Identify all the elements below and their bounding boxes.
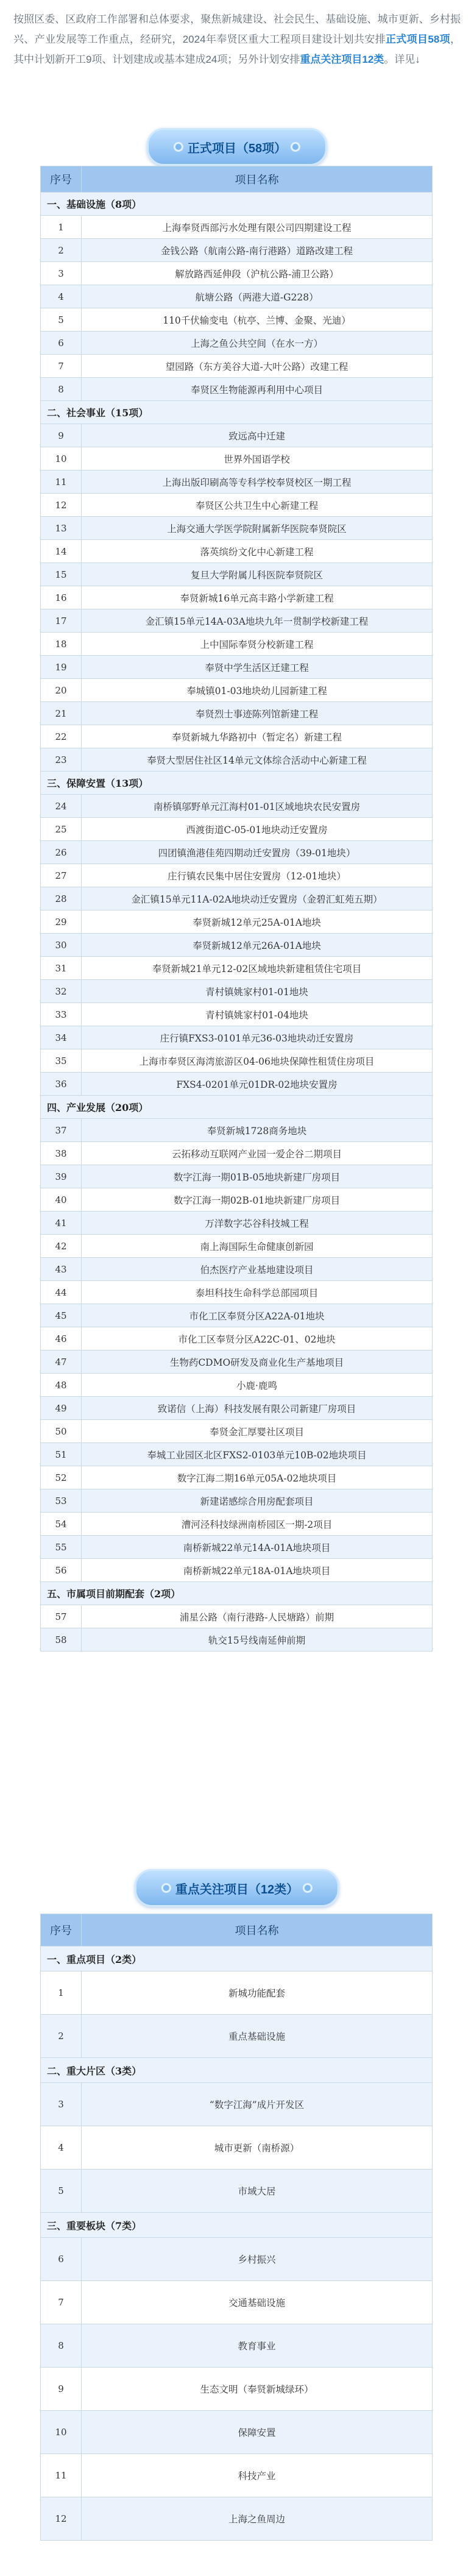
- project-name: 奉贤大型居住社区14单元文体综合活动中心新建工程: [82, 748, 433, 772]
- project-name: 南桥新城22单元14A-01A地块项目: [82, 1536, 433, 1559]
- project-name: 奉贤烈士事迹陈列馆新建工程: [82, 702, 433, 725]
- project-name: 上海之鱼周边: [82, 2497, 433, 2541]
- project-name: 航塘公路（两港大道-G228）: [82, 285, 433, 308]
- row-number: 2: [41, 239, 82, 262]
- table-row: [41, 818, 433, 841]
- section-title: 一、基础设施（8项）: [41, 193, 433, 216]
- table-row: [41, 2411, 433, 2454]
- intro-paragraph: [13, 9, 461, 69]
- row-number: 5: [41, 308, 82, 332]
- table-row: [41, 1049, 433, 1073]
- table-row: [41, 378, 433, 401]
- row-number: 36: [41, 1073, 82, 1096]
- row-number: 18: [41, 633, 82, 656]
- project-name: 数字江海一期02B-01地块新建厂房项目: [82, 1188, 433, 1212]
- project-name: 庄行镇农民集中居住安置房（12-01地块）: [82, 864, 433, 887]
- row-number: 23: [41, 748, 82, 772]
- row-number: 14: [41, 540, 82, 563]
- table-row: [41, 1350, 433, 1374]
- table-row: [41, 1397, 433, 1420]
- table-row: [41, 1073, 433, 1096]
- project-name: 云拓移动互联网产业园一爱企谷二期项目: [82, 1142, 433, 1165]
- focus-table-body: [41, 1946, 433, 2541]
- table-row: [41, 2454, 433, 2497]
- row-number: 1: [41, 216, 82, 239]
- table-row: [41, 980, 433, 1003]
- row-number: 3: [41, 2083, 82, 2126]
- table-row: [41, 633, 433, 656]
- project-name: 复旦大学附属儿科医院奉贤院区: [82, 563, 433, 586]
- table-row: [41, 1628, 433, 1652]
- project-name: 漕河泾科技绿洲南桥园区一期-2项目: [82, 1513, 433, 1536]
- project-name: 奉贤区生物能源再利用中心项目: [82, 378, 433, 401]
- table-row: [41, 239, 433, 262]
- table-row: [41, 517, 433, 540]
- table-row: [41, 2015, 433, 2058]
- row-number: 5: [41, 2170, 82, 2213]
- section-header-row: [41, 193, 433, 216]
- project-name: 重点基础设施: [82, 2015, 433, 2058]
- project-name: 浦星公路（南行港路-人民塘路）前期: [82, 1605, 433, 1628]
- focus-badge-label: 重点关注项目（12类）: [175, 1882, 299, 1897]
- intro-highlight-formal: 正式项目58项: [385, 34, 450, 45]
- col-header-name: 项目名称: [82, 1914, 433, 1946]
- row-number: 24: [41, 795, 82, 818]
- section-title: 四、产业发展（20项）: [41, 1096, 433, 1119]
- section-title: 三、保障安置（13项）: [41, 772, 433, 795]
- table-row: [41, 563, 433, 586]
- focus-projects-table: [40, 1914, 433, 2541]
- project-name: 伯杰医疗产业基地建设项目: [82, 1258, 433, 1281]
- project-name: 新城功能配套: [82, 1971, 433, 2015]
- project-name: 上海之鱼公共空间（在水一方）: [82, 332, 433, 355]
- project-name: “数字江海”成片开发区: [82, 2083, 433, 2126]
- row-number: 37: [41, 1119, 82, 1142]
- project-name: 青村镇姚家村01-04地块: [82, 1003, 433, 1026]
- table-row: [41, 609, 433, 633]
- table-row: [41, 1327, 433, 1350]
- table-row: [41, 216, 433, 239]
- project-name: 教育事业: [82, 2324, 433, 2368]
- focus-projects-badge: [135, 1869, 339, 1907]
- row-number: 42: [41, 1235, 82, 1258]
- badge-dot-icon: [292, 144, 299, 150]
- project-name: 上海交通大学医学院附属新华医院奉贤院区: [82, 517, 433, 540]
- row-number: 31: [41, 957, 82, 980]
- formal-badge-label: 正式项目（58项）: [187, 141, 287, 155]
- col-header-no: 序号: [41, 166, 82, 193]
- row-number: 6: [41, 332, 82, 355]
- row-number: 27: [41, 864, 82, 887]
- table-row: [41, 841, 433, 864]
- row-number: 28: [41, 887, 82, 910]
- col-header-name: 项目名称: [82, 166, 433, 193]
- row-number: 41: [41, 1212, 82, 1235]
- row-number: 10: [41, 2411, 82, 2454]
- project-name: 奉贤金汇厚婴社区项目: [82, 1420, 433, 1443]
- table-row: [41, 1142, 433, 1165]
- table-row: [41, 2368, 433, 2411]
- table-row: [41, 656, 433, 679]
- table-row: [41, 424, 433, 447]
- row-number: 7: [41, 355, 82, 378]
- project-name: 落英缤纷文化中心新建工程: [82, 540, 433, 563]
- project-name: 上海市奉贤区海湾旅游区04-06地块保障性租赁住房项目: [82, 1049, 433, 1073]
- formal-table-body: [41, 193, 433, 1652]
- project-name: 生物药CDMO研发及商业化生产基地项目: [82, 1350, 433, 1374]
- row-number: 39: [41, 1165, 82, 1188]
- table-row: [41, 679, 433, 702]
- table-row: [41, 308, 433, 332]
- row-number: 56: [41, 1559, 82, 1582]
- row-number: 54: [41, 1513, 82, 1536]
- row-number: 35: [41, 1049, 82, 1073]
- table-row: [41, 2497, 433, 2541]
- project-name: 南桥新城22单元18A-01A地块项目: [82, 1559, 433, 1582]
- row-number: 2: [41, 2015, 82, 2058]
- table-row: [41, 470, 433, 494]
- row-number: 49: [41, 1397, 82, 1420]
- row-number: 43: [41, 1258, 82, 1281]
- project-name: 上中国际奉贤分校新建工程: [82, 633, 433, 656]
- project-name: 奉城工业园区北区FXS2-0103单元10B-02地块项目: [82, 1443, 433, 1466]
- table-row: [41, 1513, 433, 1536]
- table-row: [41, 1026, 433, 1049]
- table-row: [41, 2324, 433, 2368]
- section-header-row: [41, 2213, 433, 2238]
- project-name: 奉贤新城16单元高丰路小学新建工程: [82, 586, 433, 609]
- row-number: 57: [41, 1605, 82, 1628]
- formal-projects-table: [40, 166, 433, 1652]
- table-row: [41, 1466, 433, 1489]
- table-row: [41, 795, 433, 818]
- formal-projects-badge: [147, 128, 327, 166]
- table-row: [41, 2126, 433, 2170]
- row-number: 11: [41, 2454, 82, 2497]
- project-name: 世界外国语学校: [82, 447, 433, 470]
- table-row: [41, 1258, 433, 1281]
- project-name: 上海出版印刷高等专科学校奉贤校区一期工程: [82, 470, 433, 494]
- project-name: 致远高中迁建: [82, 424, 433, 447]
- section-header-row: [41, 772, 433, 795]
- row-number: 12: [41, 2497, 82, 2541]
- row-number: 47: [41, 1350, 82, 1374]
- table-row: [41, 447, 433, 470]
- table-row: [41, 2083, 433, 2126]
- table-row: [41, 332, 433, 355]
- table-row: [41, 1188, 433, 1212]
- project-name: 奉贤新城12单元26A-01A地块: [82, 934, 433, 957]
- row-number: 20: [41, 679, 82, 702]
- section-title: 一、重点项目（2类）: [41, 1946, 433, 1971]
- row-number: 25: [41, 818, 82, 841]
- project-name: 西渡街道C-05-01地块动迁安置房: [82, 818, 433, 841]
- row-number: 55: [41, 1536, 82, 1559]
- table-row: [41, 540, 433, 563]
- section-title: 二、重大片区（3类）: [41, 2058, 433, 2083]
- table-row: [41, 934, 433, 957]
- table-row: [41, 1235, 433, 1258]
- table-row: [41, 494, 433, 517]
- table-row: [41, 1489, 433, 1513]
- row-number: 50: [41, 1420, 82, 1443]
- project-name: 数字江海二期16单元05A-02地块项目: [82, 1466, 433, 1489]
- row-number: 1: [41, 1971, 82, 2015]
- row-number: 51: [41, 1443, 82, 1466]
- row-number: 58: [41, 1628, 82, 1652]
- section-header-row: [41, 2058, 433, 2083]
- project-name: 保障安置: [82, 2411, 433, 2454]
- table-row: [41, 1281, 433, 1304]
- table-row: [41, 2281, 433, 2324]
- section-header-row: [41, 1946, 433, 1971]
- row-number: 9: [41, 2368, 82, 2411]
- row-number: 16: [41, 586, 82, 609]
- project-name: 市化工区奉贤分区A22A-01地块: [82, 1304, 433, 1327]
- table-row: [41, 1971, 433, 2015]
- row-number: 33: [41, 1003, 82, 1026]
- table-row: [41, 1304, 433, 1327]
- project-name: 小鹿·鹿鸣: [82, 1374, 433, 1397]
- project-name: 生态文明（奉贤新城绿环）: [82, 2368, 433, 2411]
- table-row: [41, 262, 433, 285]
- row-number: 10: [41, 447, 82, 470]
- project-name: 110千伏输变电（杭亭、兰博、金聚、光迪）: [82, 308, 433, 332]
- project-name: 奉贤新城12单元25A-01A地块: [82, 910, 433, 934]
- row-number: 11: [41, 470, 82, 494]
- row-number: 13: [41, 517, 82, 540]
- row-number: 4: [41, 2126, 82, 2170]
- project-name: 泰坦科技生命科学总部园项目: [82, 1281, 433, 1304]
- intro-highlight-focus: 重点关注项目12类: [300, 54, 384, 65]
- table-row: [41, 2170, 433, 2213]
- table-row: [41, 1165, 433, 1188]
- project-name: 交通基础设施: [82, 2281, 433, 2324]
- table-row: [41, 285, 433, 308]
- project-name: 金汇镇15单元14A-03A地块九年一贯制学校新建工程: [82, 609, 433, 633]
- row-number: 15: [41, 563, 82, 586]
- project-name: 奉贤中学生活区迁建工程: [82, 656, 433, 679]
- project-name: 科技产业: [82, 2454, 433, 2497]
- row-number: 44: [41, 1281, 82, 1304]
- table-row: [41, 1605, 433, 1628]
- project-name: 金汇镇15单元11A-02A地块动迁安置房（金碧汇虹苑五期）: [82, 887, 433, 910]
- project-name: 市化工区奉贤分区A22C-01、02地块: [82, 1327, 433, 1350]
- project-name: 金钱公路（航南公路-南行港路）道路改建工程: [82, 239, 433, 262]
- project-name: 新建诺感综合用房配套项目: [82, 1489, 433, 1513]
- table-row: [41, 725, 433, 748]
- table-row: [41, 2238, 433, 2281]
- project-name: 青村镇姚家村01-01地块: [82, 980, 433, 1003]
- project-name: 致诺信（上海）科技发展有限公司新建厂房项目: [82, 1397, 433, 1420]
- row-number: 21: [41, 702, 82, 725]
- table-row: [41, 1119, 433, 1142]
- project-name: 奉贤新城九华路初中（暂定名）新建工程: [82, 725, 433, 748]
- badge-dot-icon: [163, 1885, 169, 1891]
- project-name: FXS4-0201单元01DR-02地块安置房: [82, 1073, 433, 1096]
- project-name: 乡村振兴: [82, 2238, 433, 2281]
- intro-text-c: 。详见↓: [384, 54, 420, 65]
- intro-text-a: 按照区委、区政府工作部署和总体要求，聚焦新城建设、社会民生、基础设施、城市更新、乡村振兴、产业发展等工作重点，经研究，2024年奉贤区重大工程项目建设计划共安排: [13, 13, 461, 45]
- project-name: 南桥镇邬野单元江海村01-01区域地块农民安置房: [82, 795, 433, 818]
- project-name: 望园路（东方美谷大道-大叶公路）改建工程: [82, 355, 433, 378]
- table-row: [41, 1443, 433, 1466]
- section-title: 三、重要板块（7类）: [41, 2213, 433, 2238]
- row-number: 19: [41, 656, 82, 679]
- intro-text-b: ，其中计划新开工9项、计划建成或基本建成24项；另外计划安排: [13, 34, 461, 65]
- project-name: 奉贤新城21单元12-02区域地块新建租赁住宅项目: [82, 957, 433, 980]
- row-number: 30: [41, 934, 82, 957]
- table-row: [41, 702, 433, 725]
- project-name: 南上海国际生命健康创新园: [82, 1235, 433, 1258]
- table-row: [41, 887, 433, 910]
- project-name: 城市更新（南桥源）: [82, 2126, 433, 2170]
- row-number: 34: [41, 1026, 82, 1049]
- row-number: 38: [41, 1142, 82, 1165]
- row-number: 53: [41, 1489, 82, 1513]
- project-name: 四团镇渔港佳苑四期动迁安置房（39-01地块）: [82, 841, 433, 864]
- table-row: [41, 1003, 433, 1026]
- row-number: 12: [41, 494, 82, 517]
- project-name: 轨交15号线南延伸前期: [82, 1628, 433, 1652]
- row-number: 8: [41, 2324, 82, 2368]
- row-number: 32: [41, 980, 82, 1003]
- row-number: 26: [41, 841, 82, 864]
- project-name: 数字江海一期01B-05地块新建厂房项目: [82, 1165, 433, 1188]
- section-title: 二、社会事业（15项）: [41, 401, 433, 424]
- section-title: 五、市属项目前期配套（2项）: [41, 1582, 433, 1605]
- row-number: 4: [41, 285, 82, 308]
- table-row: [41, 910, 433, 934]
- row-number: 52: [41, 1466, 82, 1489]
- table-row: [41, 1212, 433, 1235]
- project-name: 解放路西延伸段（沪杭公路-浦卫公路）: [82, 262, 433, 285]
- table-row: [41, 586, 433, 609]
- project-name: 奉贤新城1728商务地块: [82, 1119, 433, 1142]
- badge-dot-icon: [305, 1885, 311, 1891]
- table-row: [41, 1536, 433, 1559]
- table-row: [41, 1420, 433, 1443]
- section-header-row: [41, 401, 433, 424]
- table-row: [41, 355, 433, 378]
- table-row: [41, 1559, 433, 1582]
- row-number: 6: [41, 2238, 82, 2281]
- table-row: [41, 957, 433, 980]
- project-name: 奉贤区公共卫生中心新建工程: [82, 494, 433, 517]
- project-name: 奉城镇01-03地块幼儿园新建工程: [82, 679, 433, 702]
- row-number: 22: [41, 725, 82, 748]
- project-name: 上海奉贤西部污水处理有限公司四期建设工程: [82, 216, 433, 239]
- badge-dot-icon: [175, 144, 182, 150]
- project-name: 庄行镇FXS3-0101单元36-03地块动迁安置房: [82, 1026, 433, 1049]
- table-row: [41, 748, 433, 772]
- row-number: 45: [41, 1304, 82, 1327]
- row-number: 7: [41, 2281, 82, 2324]
- row-number: 29: [41, 910, 82, 934]
- project-name: 市域大居: [82, 2170, 433, 2213]
- row-number: 17: [41, 609, 82, 633]
- row-number: 8: [41, 378, 82, 401]
- project-name: 万洋数字芯谷科技城工程: [82, 1212, 433, 1235]
- col-header-no: 序号: [41, 1914, 82, 1946]
- row-number: 46: [41, 1327, 82, 1350]
- row-number: 9: [41, 424, 82, 447]
- table-row: [41, 864, 433, 887]
- row-number: 48: [41, 1374, 82, 1397]
- table-row: [41, 1374, 433, 1397]
- section-header-row: [41, 1096, 433, 1119]
- row-number: 3: [41, 262, 82, 285]
- row-number: 40: [41, 1188, 82, 1212]
- section-header-row: [41, 1582, 433, 1605]
